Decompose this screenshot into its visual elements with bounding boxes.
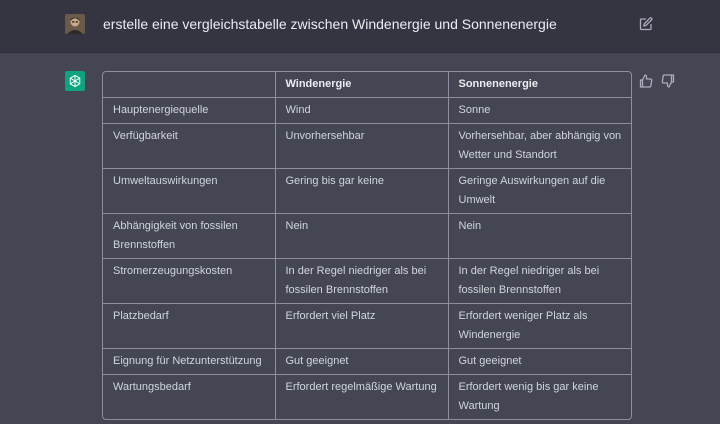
table-cell: Verfügbarkeit [103,124,275,169]
table-cell: Gering bis gar keine [275,169,448,214]
table-header-cell [103,72,275,98]
table-row [103,98,631,124]
table-cell: In der Regel niedriger als bei fossilen Brennstoffen [275,259,448,304]
table-cell: Wind [275,98,448,124]
table-cell: Geringe Auswirkungen auf die Umwelt [448,169,631,214]
table-cell: Erfordert viel Platz [275,304,448,349]
comparison-table [102,71,632,420]
table-cell: Erfordert weniger Platz als Windenergie [448,304,631,349]
table-header-cell: Windenergie [275,72,448,98]
table-cell: Umweltauswirkungen [103,169,275,214]
thumbs-up-icon[interactable] [638,73,654,89]
table-cell: Nein [448,214,631,259]
table-cell: Gut geeignet [275,349,448,375]
edit-icon[interactable] [638,16,654,32]
table-cell: Unvorhersehbar [275,124,448,169]
table-row [103,214,631,259]
table-row [103,259,631,304]
table-cell: Vorhersehbar, aber abhängig von Wetter und Standort [448,124,631,169]
table-header-row [103,72,631,98]
table-cell: Nein [275,214,448,259]
table-cell: Gut geeignet [448,349,631,375]
thumbs-down-icon[interactable] [660,73,676,89]
table-cell: Eignung für Netzunterstützung [103,349,275,375]
table-header-cell: Sonnenenergie [448,72,631,98]
table-cell: In der Regel niedriger als bei fossilen Brennstoffen [448,259,631,304]
table-cell: Abhängigkeit von fossilen Brennstoffen [103,214,275,259]
table-row [103,349,631,375]
user-message-text: erstelle eine vergleichstabelle zwischen Windenergie und Sonnenenergie [103,16,557,32]
user-message-row [0,0,720,53]
table-cell: Erfordert wenig bis gar keine Wartung [458,381,599,412]
openai-logo-icon [65,71,85,91]
table-cell: Platzbedarf [103,304,275,349]
table-row [103,375,631,420]
table-cell: Erfordert regelmäßige Wartung [275,375,448,420]
table-row [103,169,631,214]
user-avatar [65,14,85,34]
table-row [103,304,631,349]
table-cell: Stromerzeugungskosten [103,259,275,304]
table-cell: Wartungsbedarf [103,375,275,420]
table-row [103,124,631,169]
table-cell: Sonne [448,98,631,124]
table-cell: Hauptenergiequelle [103,98,275,124]
